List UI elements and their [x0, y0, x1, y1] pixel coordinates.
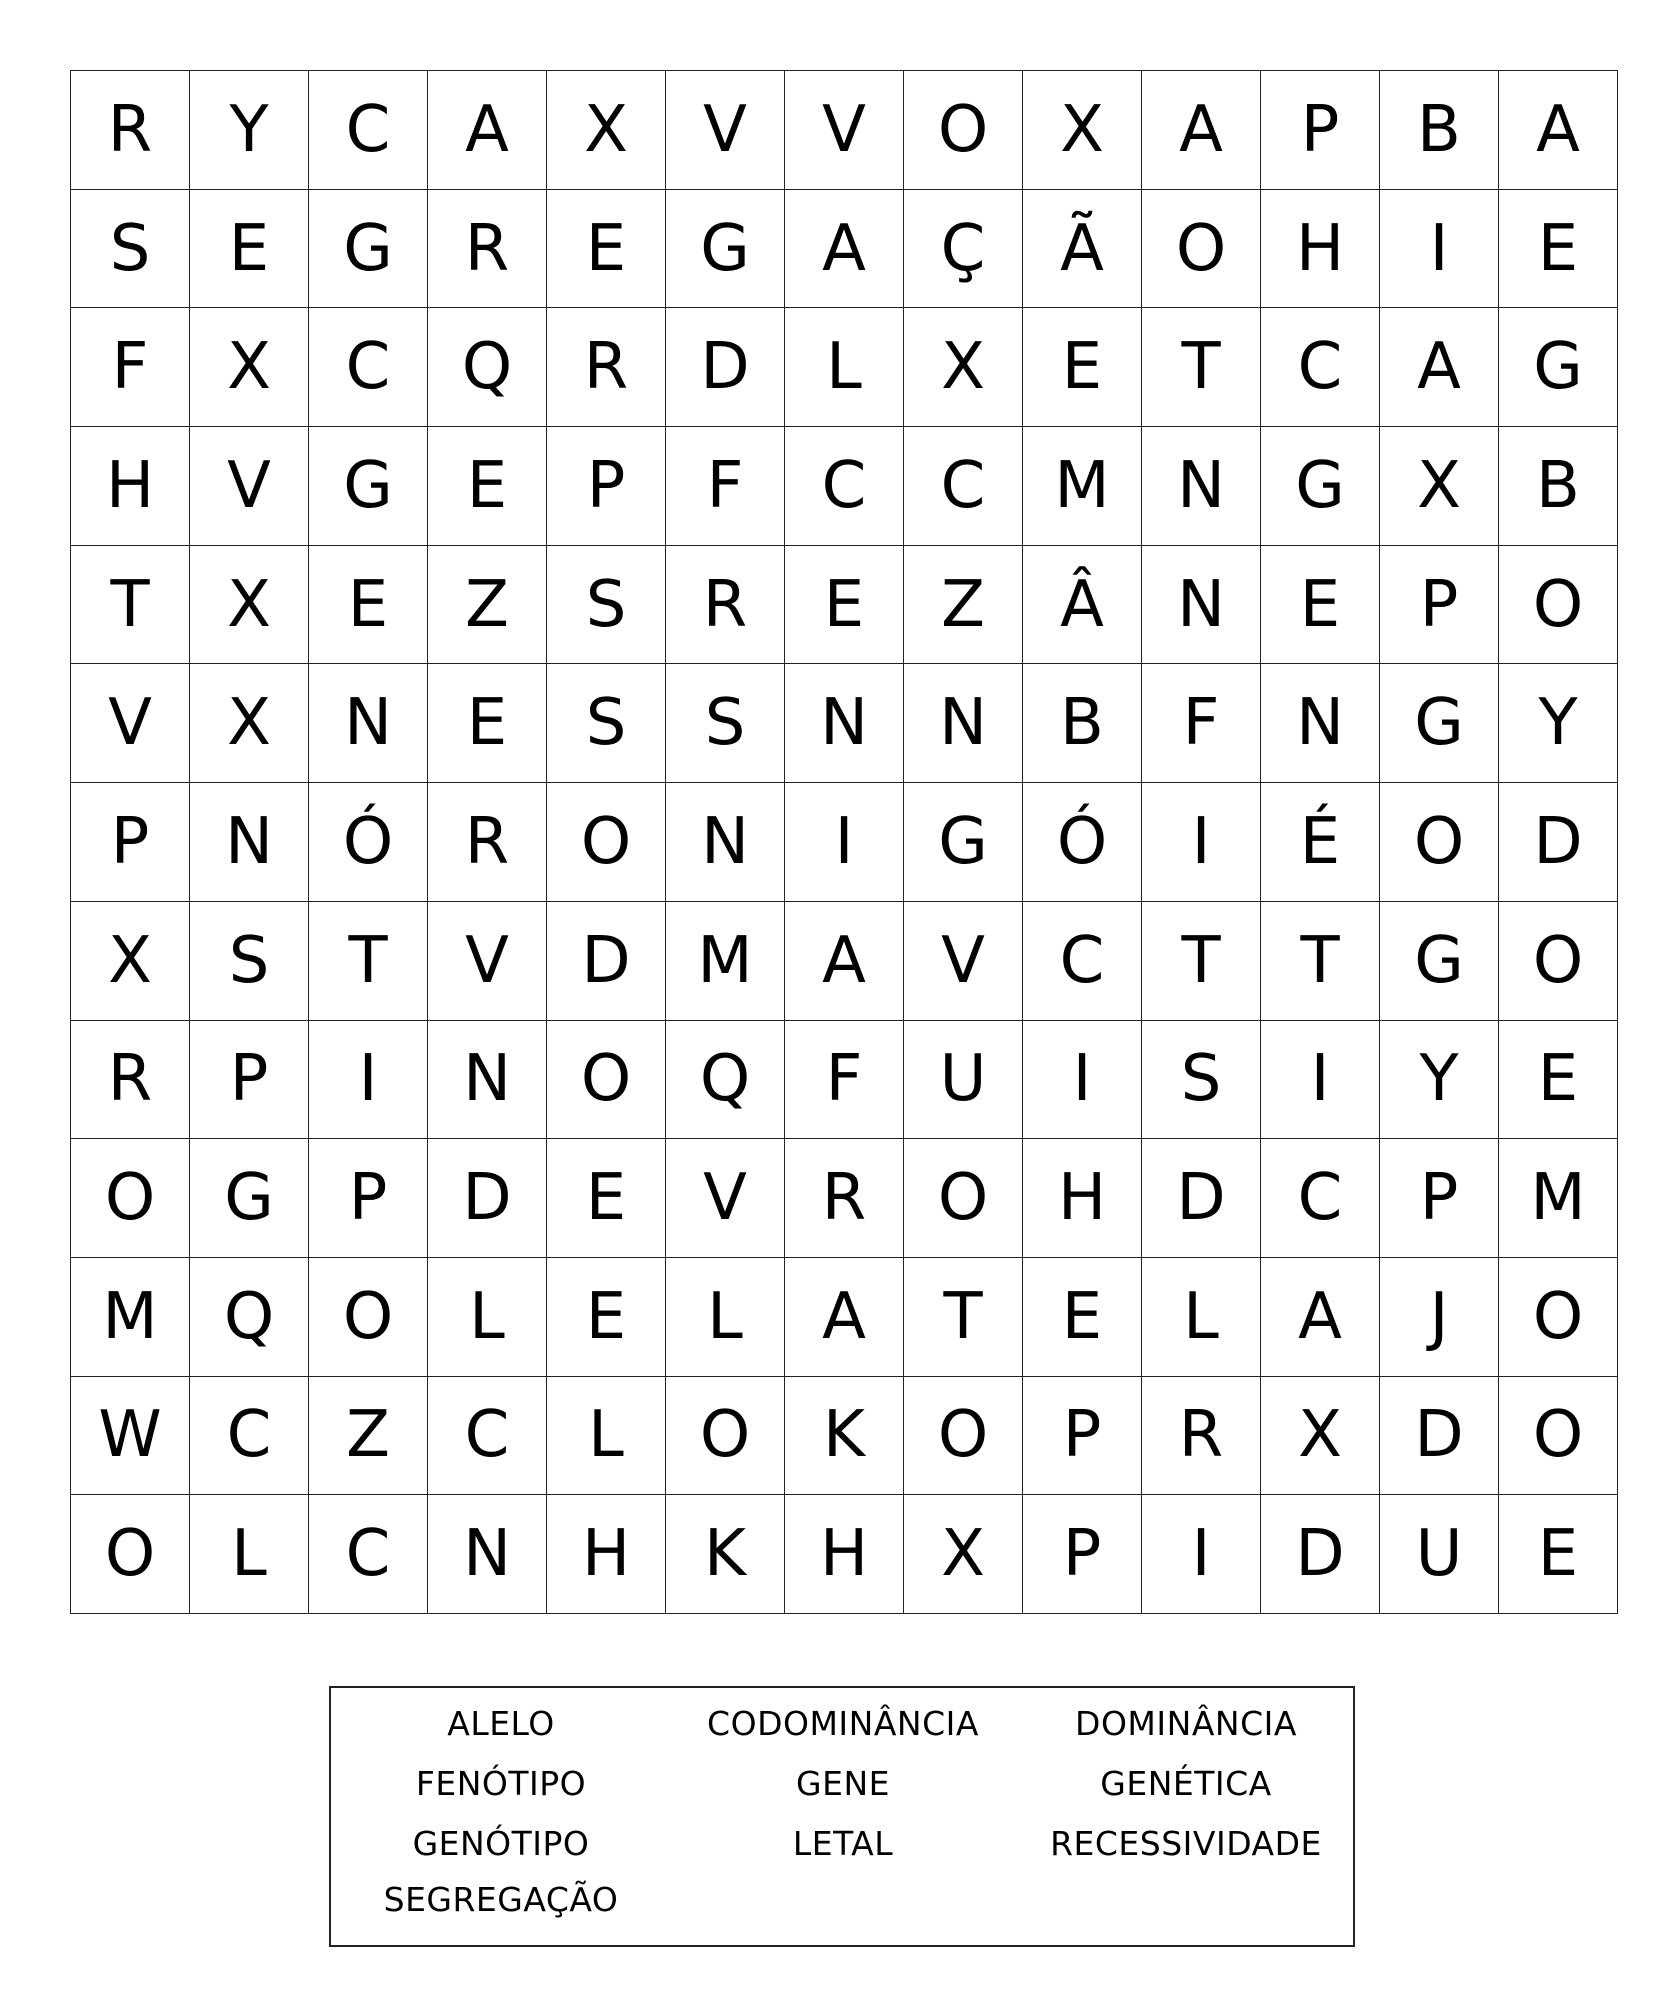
grid-cell[interactable]: K	[666, 1495, 785, 1614]
grid-row	[71, 189, 1618, 308]
grid-cell[interactable]: X	[904, 1495, 1023, 1614]
grid-cell[interactable]: Q	[666, 1020, 785, 1139]
grid-row	[71, 545, 1618, 664]
grid-cell[interactable]: C	[428, 1376, 547, 1495]
grid-cell[interactable]: V	[190, 427, 309, 546]
grid-cell[interactable]: S	[547, 545, 666, 664]
grid-cell[interactable]: V	[71, 664, 190, 783]
grid-cell[interactable]: P	[1023, 1495, 1142, 1614]
grid-cell[interactable]: B	[1380, 71, 1499, 190]
grid-cell[interactable]: D	[1380, 1376, 1499, 1495]
grid-cell[interactable]: Y	[1380, 1020, 1499, 1139]
grid-cell[interactable]: V	[428, 901, 547, 1020]
grid-cell[interactable]: P	[71, 783, 190, 902]
grid-cell[interactable]: J	[1380, 1257, 1499, 1376]
grid-cell[interactable]: I	[1142, 783, 1261, 902]
grid-row	[71, 1495, 1618, 1614]
grid-cell[interactable]: O	[1499, 545, 1618, 664]
grid-cell[interactable]: L	[785, 308, 904, 427]
grid-cell[interactable]: I	[1380, 189, 1499, 308]
grid-cell[interactable]: N	[309, 664, 428, 783]
grid-cell[interactable]: H	[71, 427, 190, 546]
grid-cell[interactable]: O	[1499, 901, 1618, 1020]
grid-cell[interactable]: T	[1142, 308, 1261, 427]
grid-cell[interactable]: Z	[428, 545, 547, 664]
grid-row	[71, 308, 1618, 427]
grid-cell[interactable]: Ó	[1023, 783, 1142, 902]
grid-cell[interactable]: P	[1380, 1139, 1499, 1258]
grid-cell[interactable]: U	[1380, 1495, 1499, 1614]
word-list-item: ALELO	[447, 1704, 555, 1743]
grid-cell[interactable]: M	[666, 901, 785, 1020]
grid-cell[interactable]: X	[1261, 1376, 1380, 1495]
grid-cell[interactable]: L	[190, 1495, 309, 1614]
grid-cell[interactable]: C	[1023, 901, 1142, 1020]
grid-cell[interactable]: O	[71, 1139, 190, 1258]
grid-cell[interactable]: I	[785, 783, 904, 902]
grid-cell[interactable]: N	[428, 1020, 547, 1139]
grid-cell[interactable]: R	[71, 1020, 190, 1139]
grid-cell[interactable]: E	[785, 545, 904, 664]
grid-cell[interactable]: I	[1142, 1495, 1261, 1614]
grid-cell[interactable]: E	[547, 1257, 666, 1376]
grid-cell[interactable]: D	[428, 1139, 547, 1258]
grid-cell[interactable]: A	[1380, 308, 1499, 427]
grid-cell[interactable]: H	[547, 1495, 666, 1614]
word-list-item: FENÓTIPO	[415, 1764, 587, 1803]
grid-cell[interactable]: T	[1142, 901, 1261, 1020]
grid-cell[interactable]: O	[904, 71, 1023, 190]
grid-cell[interactable]: D	[1261, 1495, 1380, 1614]
word-list-item: GENE	[796, 1764, 890, 1803]
grid-cell[interactable]: R	[785, 1139, 904, 1258]
grid-cell[interactable]: N	[904, 664, 1023, 783]
grid-cell[interactable]: P	[1023, 1376, 1142, 1495]
grid-cell[interactable]: S	[666, 664, 785, 783]
grid-row	[71, 427, 1618, 546]
grid-cell[interactable]: M	[71, 1257, 190, 1376]
grid-cell[interactable]: H	[1261, 189, 1380, 308]
grid-cell[interactable]: O	[1499, 1376, 1618, 1495]
grid-cell[interactable]: N	[1142, 427, 1261, 546]
letter-grid	[70, 70, 1618, 1614]
grid-row	[71, 1257, 1618, 1376]
grid-cell[interactable]: N	[1142, 545, 1261, 664]
grid-cell[interactable]: E	[1499, 189, 1618, 308]
grid-cell[interactable]: W	[71, 1376, 190, 1495]
grid-cell[interactable]: S	[71, 189, 190, 308]
grid-cell[interactable]: N	[785, 664, 904, 783]
grid-cell[interactable]: G	[309, 189, 428, 308]
grid-cell[interactable]: P	[190, 1020, 309, 1139]
grid-cell[interactable]: O	[309, 1257, 428, 1376]
grid-cell[interactable]: G	[1499, 308, 1618, 427]
grid-cell[interactable]: I	[1023, 1020, 1142, 1139]
grid-cell[interactable]: G	[1380, 901, 1499, 1020]
grid-cell[interactable]: D	[1142, 1139, 1261, 1258]
grid-cell[interactable]: V	[785, 71, 904, 190]
grid-cell[interactable]: O	[904, 1139, 1023, 1258]
grid-cell[interactable]: X	[71, 901, 190, 1020]
grid-row	[71, 1139, 1618, 1258]
word-list-item: CODOMINÂNCIA	[707, 1704, 979, 1743]
grid-cell[interactable]: C	[309, 71, 428, 190]
grid-row	[71, 664, 1618, 783]
grid-cell[interactable]: A	[1261, 1257, 1380, 1376]
grid-cell[interactable]: O	[547, 1020, 666, 1139]
grid-cell[interactable]: L	[547, 1376, 666, 1495]
grid-cell[interactable]: A	[1142, 71, 1261, 190]
grid-cell[interactable]: E	[1261, 545, 1380, 664]
grid-cell[interactable]: P	[547, 427, 666, 546]
grid-cell[interactable]: X	[547, 71, 666, 190]
grid-cell[interactable]: A	[785, 901, 904, 1020]
grid-cell[interactable]: N	[1261, 664, 1380, 783]
grid-cell[interactable]: G	[1261, 427, 1380, 546]
grid-cell[interactable]: F	[785, 1020, 904, 1139]
grid-cell[interactable]: R	[428, 783, 547, 902]
grid-cell[interactable]: E	[309, 545, 428, 664]
grid-cell[interactable]: R	[71, 71, 190, 190]
grid-cell[interactable]: Q	[190, 1257, 309, 1376]
grid-cell[interactable]: A	[785, 1257, 904, 1376]
grid-cell[interactable]: S	[547, 664, 666, 783]
grid-cell[interactable]: A	[1499, 71, 1618, 190]
grid-cell[interactable]: C	[1261, 1139, 1380, 1258]
grid-cell[interactable]: P	[309, 1139, 428, 1258]
grid-cell[interactable]: O	[1142, 189, 1261, 308]
grid-cell[interactable]: P	[1261, 71, 1380, 190]
grid-cell[interactable]: O	[71, 1495, 190, 1614]
grid-cell[interactable]: V	[904, 901, 1023, 1020]
grid-row	[71, 901, 1618, 1020]
grid-cell[interactable]: F	[666, 427, 785, 546]
grid-cell[interactable]: C	[1261, 308, 1380, 427]
grid-cell[interactable]: V	[666, 1139, 785, 1258]
grid-cell[interactable]: G	[309, 427, 428, 546]
grid-cell[interactable]: C	[190, 1376, 309, 1495]
grid-cell[interactable]: C	[309, 308, 428, 427]
grid-cell[interactable]: Q	[428, 308, 547, 427]
grid-cell[interactable]: G	[666, 189, 785, 308]
grid-cell[interactable]: T	[71, 545, 190, 664]
grid-cell[interactable]: X	[1023, 71, 1142, 190]
grid-cell[interactable]: L	[428, 1257, 547, 1376]
grid-cell[interactable]: I	[309, 1020, 428, 1139]
grid-cell[interactable]: G	[904, 783, 1023, 902]
grid-cell[interactable]: R	[1142, 1376, 1261, 1495]
grid-cell[interactable]: E	[1499, 1020, 1618, 1139]
grid-cell[interactable]: C	[785, 427, 904, 546]
grid-cell[interactable]: O	[1499, 1257, 1618, 1376]
grid-cell[interactable]: B	[1023, 664, 1142, 783]
grid-cell[interactable]: T	[1261, 901, 1380, 1020]
grid-cell[interactable]: Y	[190, 71, 309, 190]
grid-cell[interactable]: É	[1261, 783, 1380, 902]
grid-cell[interactable]: O	[1380, 783, 1499, 902]
grid-cell[interactable]: D	[1499, 783, 1618, 902]
grid-cell[interactable]: E	[1023, 308, 1142, 427]
grid-cell[interactable]: N	[190, 783, 309, 902]
grid-cell[interactable]: X	[190, 308, 309, 427]
grid-row	[71, 1020, 1618, 1139]
grid-cell[interactable]: F	[1142, 664, 1261, 783]
word-list-item: LETAL	[792, 1824, 894, 1863]
grid-cell[interactable]: C	[309, 1495, 428, 1614]
grid-cell[interactable]: B	[1499, 427, 1618, 546]
word-list-item: SEGREGAÇÃO	[383, 1880, 619, 1919]
grid-cell[interactable]: K	[785, 1376, 904, 1495]
grid-cell[interactable]: P	[1380, 545, 1499, 664]
grid-cell[interactable]: U	[904, 1020, 1023, 1139]
grid-cell[interactable]: E	[547, 1139, 666, 1258]
grid-cell[interactable]: X	[1380, 427, 1499, 546]
grid-cell[interactable]: M	[1023, 427, 1142, 546]
word-list-item: GENÉTICA	[1100, 1764, 1272, 1803]
grid-cell[interactable]: A	[785, 189, 904, 308]
grid-cell[interactable]: Ã	[1023, 189, 1142, 308]
grid-cell[interactable]: H	[785, 1495, 904, 1614]
grid-cell[interactable]: Z	[904, 545, 1023, 664]
grid-cell[interactable]: E	[1023, 1257, 1142, 1376]
grid-cell[interactable]: E	[428, 427, 547, 546]
grid-cell[interactable]: F	[71, 308, 190, 427]
grid-cell[interactable]: I	[1261, 1020, 1380, 1139]
grid-cell[interactable]: G	[190, 1139, 309, 1258]
grid-cell[interactable]: Â	[1023, 545, 1142, 664]
grid-cell[interactable]: Ó	[309, 783, 428, 902]
grid-cell[interactable]: T	[904, 1257, 1023, 1376]
grid-cell[interactable]: N	[428, 1495, 547, 1614]
grid-cell[interactable]: S	[190, 901, 309, 1020]
grid-cell[interactable]: Z	[309, 1376, 428, 1495]
grid-cell[interactable]: E	[190, 189, 309, 308]
word-list-item: DOMINÂNCIA	[1075, 1704, 1297, 1743]
grid-cell[interactable]: H	[1023, 1139, 1142, 1258]
word-list-item: GENÓTIPO	[412, 1824, 590, 1863]
grid-cell[interactable]: N	[666, 783, 785, 902]
word-list	[329, 1686, 1355, 1947]
grid-cell[interactable]: E	[428, 664, 547, 783]
grid-cell[interactable]: V	[666, 71, 785, 190]
grid-cell[interactable]: D	[547, 901, 666, 1020]
grid-cell[interactable]: R	[666, 545, 785, 664]
grid-row	[71, 71, 1618, 190]
grid-cell[interactable]: D	[666, 308, 785, 427]
grid-row	[71, 1376, 1618, 1495]
grid-cell[interactable]: R	[547, 308, 666, 427]
grid-cell[interactable]: O	[666, 1376, 785, 1495]
word-list-item: RECESSIVIDADE	[1050, 1824, 1322, 1863]
grid-cell[interactable]: O	[904, 1376, 1023, 1495]
grid-cell[interactable]: X	[190, 664, 309, 783]
grid-cell[interactable]: O	[547, 783, 666, 902]
grid-cell[interactable]: M	[1499, 1139, 1618, 1258]
grid-cell[interactable]: E	[547, 189, 666, 308]
grid-cell[interactable]: X	[904, 308, 1023, 427]
grid-cell[interactable]: L	[1142, 1257, 1261, 1376]
grid-row	[71, 783, 1618, 902]
grid-cell[interactable]: L	[666, 1257, 785, 1376]
grid-cell[interactable]: G	[1380, 664, 1499, 783]
grid-cell[interactable]: A	[428, 71, 547, 190]
grid-cell[interactable]: T	[309, 901, 428, 1020]
grid-cell[interactable]: Y	[1499, 664, 1618, 783]
grid-cell[interactable]: C	[904, 427, 1023, 546]
grid-cell[interactable]: Ç	[904, 189, 1023, 308]
grid-cell[interactable]: X	[190, 545, 309, 664]
grid-cell[interactable]: S	[1142, 1020, 1261, 1139]
grid-cell[interactable]: R	[428, 189, 547, 308]
grid-cell[interactable]: E	[1499, 1495, 1618, 1614]
